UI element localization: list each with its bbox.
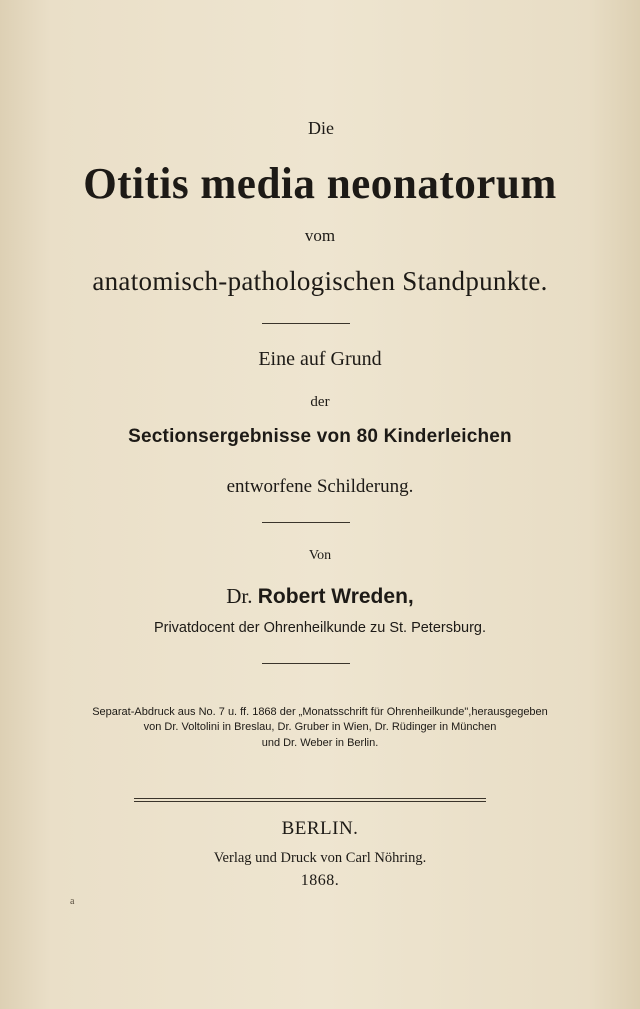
city-line: BERLIN. bbox=[281, 818, 359, 839]
title-vom: vom bbox=[304, 226, 336, 245]
double-rule-bottom bbox=[134, 801, 486, 802]
entworfene-line: entworfene Schilderung. bbox=[226, 476, 414, 497]
author-title: Dr. bbox=[226, 584, 253, 608]
divider-rule-2 bbox=[262, 522, 350, 523]
author-line bbox=[0, 584, 640, 609]
von-line: Von bbox=[308, 548, 332, 563]
subtitle: anatomisch-pathologischen Standpunkte. bbox=[92, 266, 548, 296]
year-line: 1868. bbox=[300, 872, 340, 889]
der-line: der bbox=[310, 394, 330, 410]
author-name: Robert Wreden, bbox=[257, 585, 414, 608]
publisher-line: Verlag und Druck von Carl Nöhring. bbox=[213, 850, 427, 866]
main-title: Otitis media neonatorum bbox=[83, 159, 557, 208]
title-article: Die bbox=[308, 118, 334, 138]
eine-auf-grund: Eine auf Grund bbox=[258, 348, 382, 370]
separat-note-line-2: von Dr. Voltolini in Breslau, Dr. Gruber in Wien, Dr. Rüdinger in München bbox=[143, 721, 497, 733]
author-position: Privatdocent der Ohrenheilkunde zu St. Petersburg. bbox=[153, 620, 487, 636]
separat-note-line-3: und Dr. Weber in Berlin. bbox=[261, 737, 379, 749]
divider-rule-1 bbox=[262, 323, 350, 324]
separat-note-line-1: Separat-Abdruck aus No. 7 u. ff. 1868 der „Monatsschrift für Ohrenheilkunde",herausgegeben bbox=[92, 706, 548, 718]
sectionsergebnisse-line: Sectionsergebnisse von 80 Kinderleichen bbox=[128, 426, 512, 447]
double-rule-top bbox=[134, 798, 486, 799]
divider-rule-3 bbox=[262, 663, 350, 664]
stray-mark: a bbox=[70, 896, 75, 907]
